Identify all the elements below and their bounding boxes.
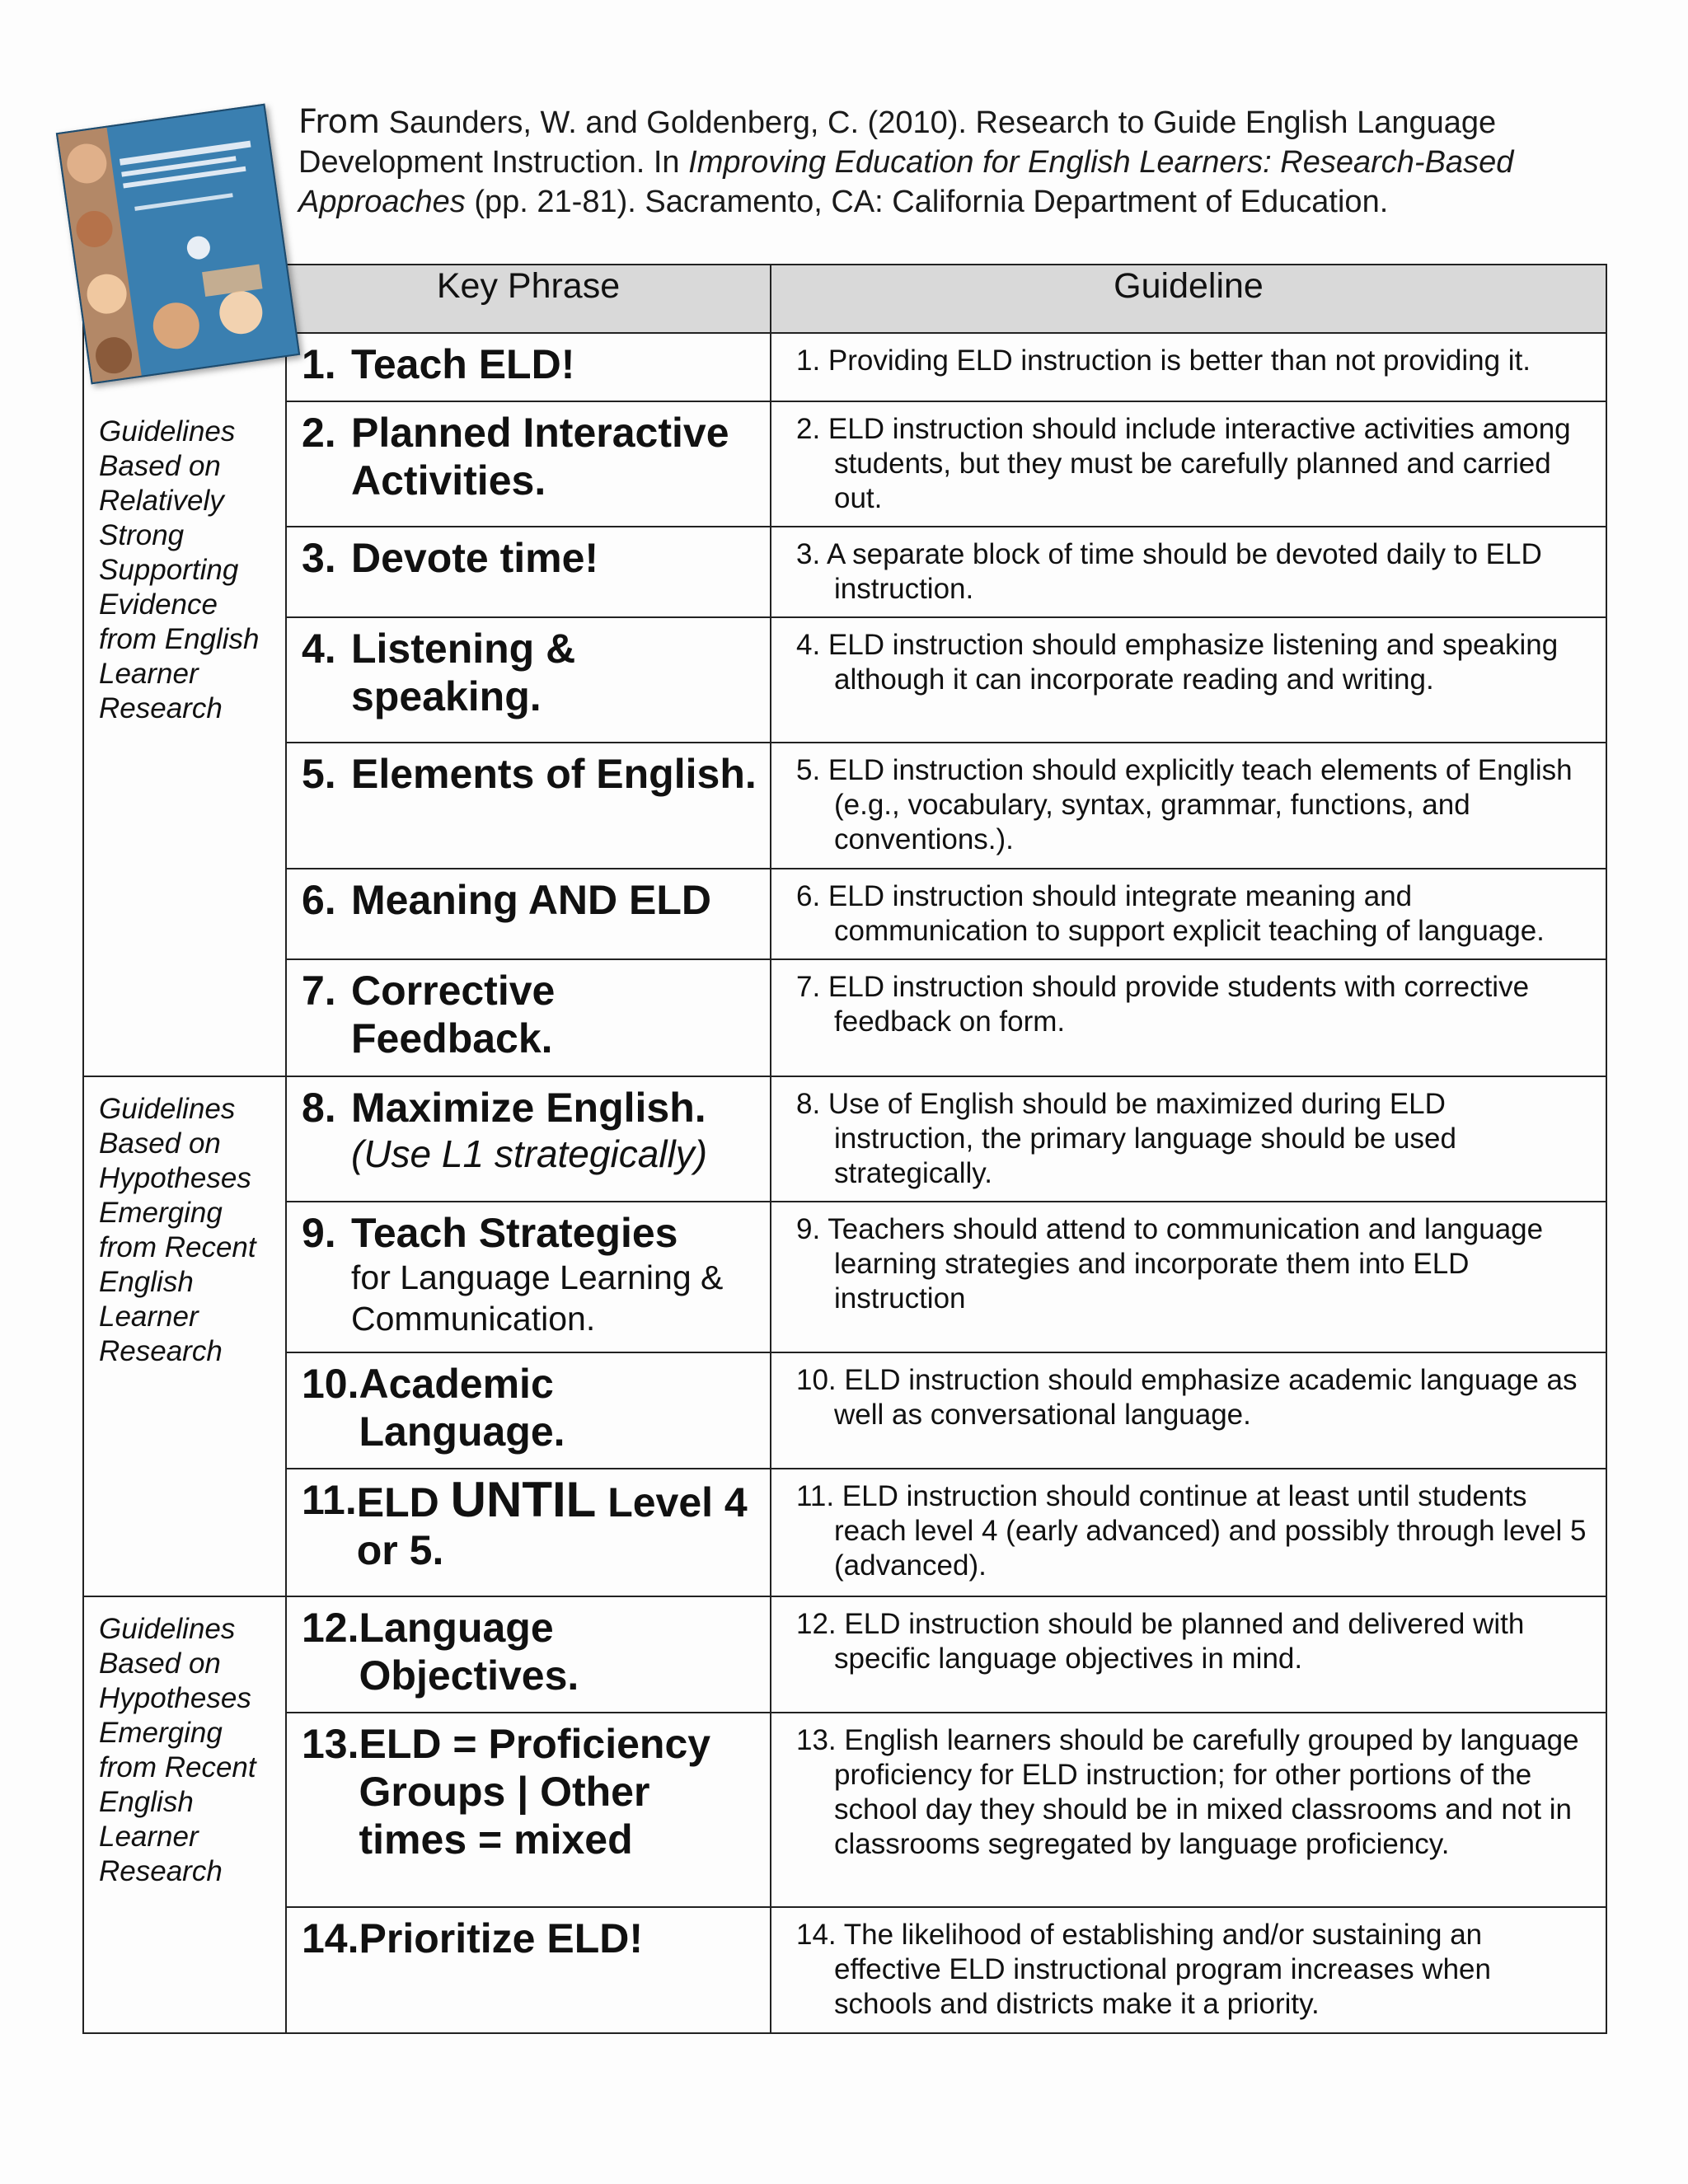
table-row [83, 1596, 1606, 1713]
guideline-cell: 10. ELD instruction should emphasize academic language as well as conversational language. [771, 1352, 1606, 1469]
key-phrase-cell: 7. Corrective Feedback. [286, 959, 771, 1076]
guideline-cell: 2. ELD instruction should include interactive activities among students, but they must be carefully planned and carried out. [771, 401, 1606, 527]
key-phrase-cell: 9. Teach Strategies for Language Learning & Communication. [286, 1202, 771, 1352]
citation-tail: (pp. 21-81). Sacramento, CA: California Department of Education. [465, 185, 1389, 219]
guideline-cell: 5. ELD instruction should explicitly teach elements of English (e.g., vocabulary, syntax, grammar, functions, and conventions.). [771, 743, 1606, 869]
guideline-cell: 12. ELD instruction should be planned and delivered with specific language objectives in mind. [771, 1596, 1606, 1713]
guideline-cell: 9. Teachers should attend to communication and language learning strategies and incorporate them into ELD instruction [771, 1202, 1606, 1352]
table-row [83, 333, 1606, 401]
category-hypotheses-1: Guidelines Based on Hypotheses Emerging from Recent English Learner Research [83, 1076, 286, 1596]
key-phrase-cell: 6. Meaning AND ELD [286, 869, 771, 959]
header-key-phrase: Key Phrase [286, 265, 771, 333]
header-guideline: Guideline [771, 265, 1606, 333]
table-row [83, 1469, 1606, 1596]
guidelines-table [82, 264, 1607, 2034]
header-row [83, 265, 1606, 333]
table-row [83, 959, 1606, 1076]
table-row [83, 743, 1606, 869]
guideline-cell: 13. English learners should be carefully grouped by language proficiency for ELD instruction; for other portions of the school day they should be in mixed classrooms and not in classrooms segregated by language proficiency. [771, 1713, 1606, 1907]
key-phrase-cell: 14. Prioritize ELD! [286, 1907, 771, 2033]
key-phrase-cell: 1. Teach ELD! [286, 333, 771, 401]
guideline-cell: 3. A separate block of time should be devoted daily to ELD instruction. [771, 527, 1606, 617]
guideline-cell: 8. Use of English should be maximized during ELD instruction, the primary language should be used strategically. [771, 1076, 1606, 1202]
key-phrase-cell: 3. Devote time! [286, 527, 771, 617]
key-phrase-cell: 11. ELD UNTIL Level 4 or 5. [286, 1469, 771, 1596]
key-phrase-cell: 10. Academic Language. [286, 1352, 771, 1469]
guideline-cell: 4. ELD instruction should emphasize listening and speaking although it can incorporate reading and writing. [771, 617, 1606, 743]
citation-from: From [298, 103, 381, 141]
citation-authors: Saunders, W. and Goldenberg, C. (2010). Research to Guide English Language Development Instruction. In [298, 105, 1497, 180]
guideline-cell: 1. Providing ELD instruction is better than not providing it. [771, 333, 1606, 401]
citation [298, 102, 1634, 222]
table-row [83, 1076, 1606, 1202]
book-cover-art [58, 105, 298, 382]
citation-book-title: Improving Education for English Learners: Research-Based Approaches [298, 145, 1514, 219]
key-phrase-cell: 13. ELD = Proficiency Groups | Other times = mixed [286, 1713, 771, 1907]
table-row [83, 1713, 1606, 1907]
book-cover-image [56, 104, 300, 385]
table-row [83, 1202, 1606, 1352]
category-hypotheses-2: Guidelines Based on Hypotheses Emerging from Recent English Learner Research [83, 1596, 286, 2033]
category-strong-evidence: Guidelines Based on Relatively Strong Supporting Evidence from English Learner Research [83, 333, 286, 1076]
key-phrase-cell: 5. Elements of English. [286, 743, 771, 869]
table-row [83, 1352, 1606, 1469]
table-row [83, 401, 1606, 527]
guideline-cell: 6. ELD instruction should integrate meaning and communication to support explicit teaching of language. [771, 869, 1606, 959]
table-row [83, 1907, 1606, 2033]
table-row [83, 617, 1606, 743]
key-phrase-cell: 8. Maximize English. (Use L1 strategically) [286, 1076, 771, 1202]
guideline-cell: 14. The likelihood of establishing and/or sustaining an effective ELD instructional program increases when schools and districts make it a priority. [771, 1907, 1606, 2033]
key-phrase-cell: 12. Language Objectives. [286, 1596, 771, 1713]
table-row [83, 869, 1606, 959]
guideline-cell: 7. ELD instruction should provide students with corrective feedback on form. [771, 959, 1606, 1076]
key-phrase-cell: 4. Listening & speaking. [286, 617, 771, 743]
table-row [83, 527, 1606, 617]
key-phrase-cell: 2. Planned Interactive Activities. [286, 401, 771, 527]
guideline-cell: 11. ELD instruction should continue at least until students reach level 4 (early advanced) and possibly through level 5 (advanced). [771, 1469, 1606, 1596]
